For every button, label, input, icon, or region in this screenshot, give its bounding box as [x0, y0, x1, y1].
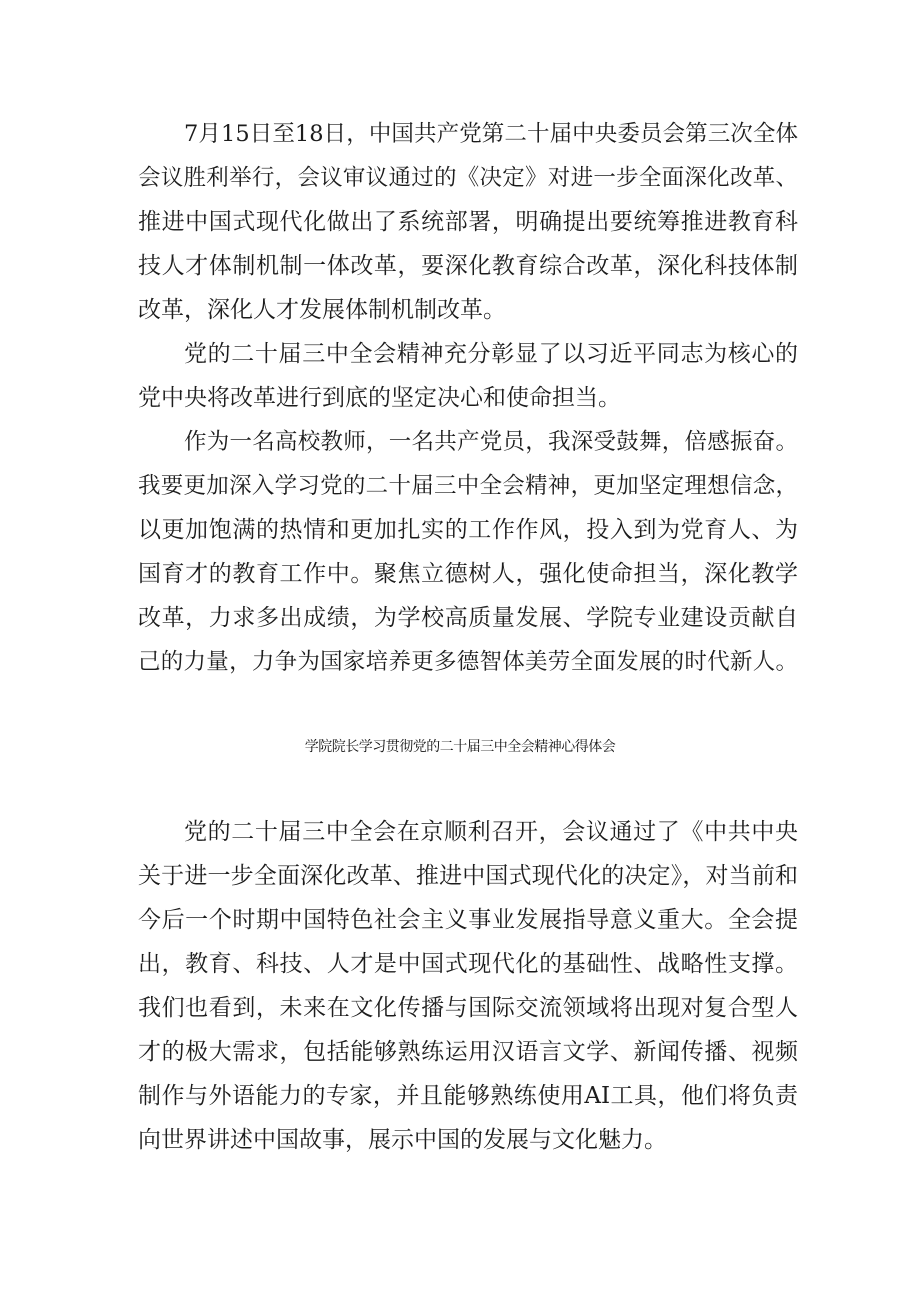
- paragraph-line: 出，教育、科技、人才是中国式现代化的基础性、战略性支撑。: [138, 951, 798, 977]
- paragraph-line: 会议胜利举行，会议审议通过的《决定》对进一步全面深化改革、: [138, 165, 798, 191]
- paragraph-line: 我们也看到，未来在文化传播与国际交流领域将出现对复合型人: [138, 995, 798, 1021]
- paragraph-line: 向世界讲述中国故事，展示中国的发展与文化魅力。: [138, 1127, 667, 1153]
- paragraph-line: 才的极大需求，包括能够熟练运用汉语言文学、新闻传播、视频: [138, 1039, 798, 1065]
- paragraph-line: 今后一个时期中国特色社会主义事业发展指导意义重大。全会提: [138, 907, 798, 933]
- paragraph-line: 党的二十届三中全会在京顺利召开，会议通过了《中共中央: [184, 819, 798, 845]
- paragraph-line: 己的力量，力争为国家培养更多德智体美劳全面发展的时代新人。: [138, 649, 798, 675]
- paragraph-line: 我要更加深入学习党的二十届三中全会精神，更加坚定理想信念，: [138, 473, 798, 499]
- paragraph-line: 制作与外语能力的专家，并且能够熟练使用AI工具，他们将负责: [138, 1083, 798, 1109]
- paragraph-line: 作为一名高校教师，一名共产党员，我深受鼓舞，倍感振奋。: [184, 429, 798, 455]
- paragraph-line: 改革，力求多出成绩，为学校高质量发展、学院专业建设贡献自: [138, 605, 798, 631]
- paragraph-line: 以更加饱满的热情和更加扎实的工作作风，投入到为党育人、为: [138, 517, 798, 543]
- paragraph-line: 7月15日至18日，中国共产党第二十届中央委员会第三次全体: [184, 121, 798, 147]
- paragraph-line: 党的二十届三中全会精神充分彰显了以习近平同志为核心的: [184, 341, 798, 367]
- paragraph-line: 国育才的教育工作中。聚焦立德树人，强化使命担当，深化教学: [138, 561, 798, 587]
- section-title: 学院院长学习贯彻党的二十届三中全会精神心得体会: [304, 739, 616, 755]
- paragraph-line: 推进中国式现代化做出了系统部署，明确提出要统筹推进教育科: [138, 209, 798, 235]
- paragraph-line: 技人才体制机制一体改革，要深化教育综合改革，深化科技体制: [138, 253, 798, 279]
- paragraph-line: 党中央将改革进行到底的坚定决心和使命担当。: [138, 385, 621, 411]
- paragraph-line: 关于进一步全面深化改革、推进中国式现代化的决定》，对当前和: [138, 863, 798, 889]
- paragraph-line: 改革，深化人才发展体制机制改革。: [138, 297, 506, 323]
